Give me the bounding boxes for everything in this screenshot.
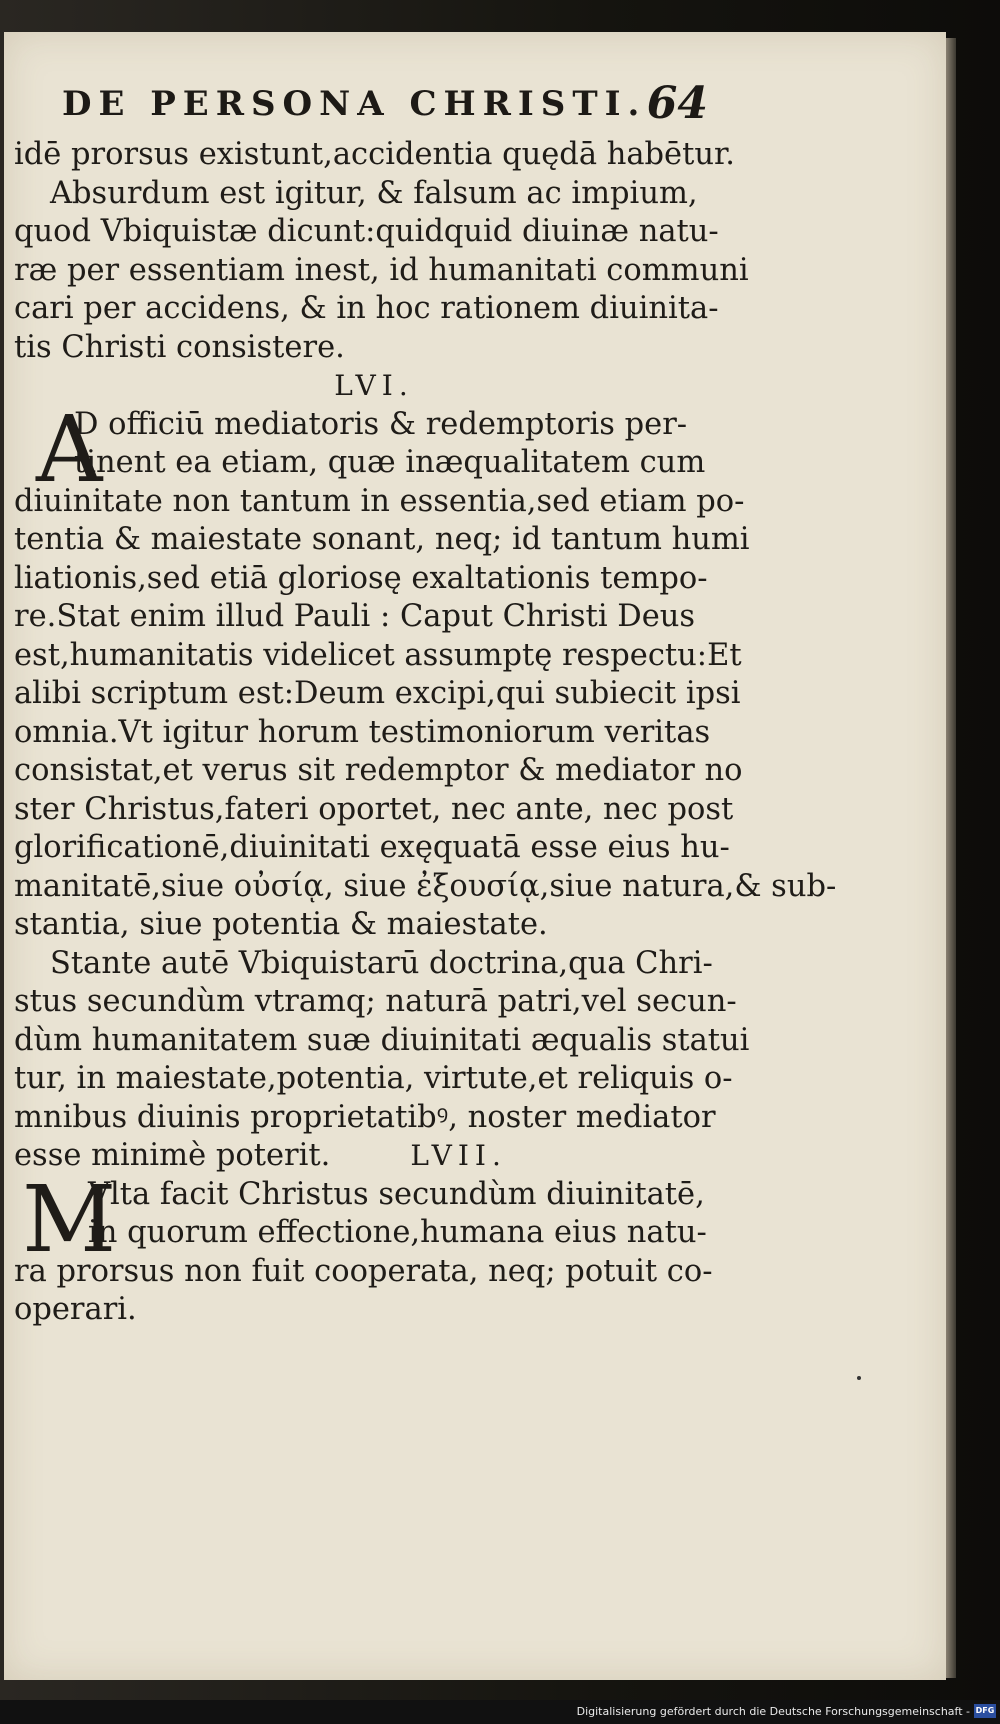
text-line: Stante autē Vbiquistarū doctrina,qua Chri- — [50, 945, 713, 981]
dfg-logo: DFG — [974, 1704, 996, 1718]
text-line-with-heading — [14, 1137, 694, 1176]
drop-capital: M — [22, 1165, 117, 1273]
text-line: cari per accidens, & in hoc rationem diuinita- — [14, 291, 719, 326]
drop-capital: A — [36, 395, 103, 503]
running-title: DE PERSONA CHRISTI. — [62, 84, 647, 124]
text-line: alibi scriptum est:Deum excipi,qui subiecit ipsi — [14, 676, 741, 711]
text-line: mnibus diuinis proprietatibꝰ, noster mediator — [14, 1099, 716, 1135]
page-edge — [946, 38, 956, 1678]
section-number: LVII. — [410, 1139, 507, 1172]
page-header — [62, 78, 708, 130]
text-line: tur, in maiestate,potentia, virtute,et reliquis o- — [14, 1061, 733, 1096]
text-line: manitatē,siue οὐσίᾳ, siue ἐξουσίᾳ,siue natura,& sub- — [14, 868, 837, 904]
text-line: D officiū mediatoris & redemptoris per- — [74, 406, 688, 442]
text-line: re.Stat enim illud Pauli : Caput Christi Deus — [14, 599, 696, 634]
text-line: stantia, siue potentia & maiestate. — [14, 907, 548, 942]
text-fragment: esse minimè poterit. — [14, 1138, 331, 1173]
text-line: operari. — [14, 1292, 137, 1327]
text-line: tis Christi consistere. — [14, 329, 345, 365]
text-line: liationis,sed etiā gloriosę exaltationis tempo- — [14, 560, 708, 596]
text-line: glorificationē,diuinitati exęquatā esse eius hu- — [14, 830, 730, 865]
text-line: ræ per essentiam inest, id humanitati communi — [14, 252, 749, 288]
footer-bar — [0, 1700, 1000, 1724]
text-line: ster Christus,fateri oportet, nec ante, nec post — [14, 791, 734, 827]
folio-number: 64 — [646, 78, 708, 129]
section-number: LVI. — [334, 369, 414, 402]
text-line: idē prorsus existunt,accidentia quędā habētur. — [14, 137, 735, 172]
text-line: in quorum effectione,humana eius natu- — [88, 1215, 707, 1250]
text-line: quod Vbiquistæ dicunt:quidquid diuinæ natu- — [14, 214, 719, 249]
text-line: consistat,et verus sit redemptor & mediator no — [14, 753, 743, 788]
text-line: tinent ea etiam, quæ inæqualitatem cum — [74, 445, 706, 480]
body-text — [14, 136, 837, 1330]
text-line: est,humanitatis videlicet assumptę respectu:Et — [14, 637, 742, 673]
text-line: ra prorsus non fuit cooperata, neq; potuit co- — [14, 1253, 713, 1289]
text-line: stus secundùm vtramq; naturā patri,vel secun- — [14, 984, 737, 1019]
footer-credit: Digitalisierung gefördert durch die Deutsche Forschungsgemeinschaft - — [576, 1705, 970, 1718]
text-line: dùm humanitatem suæ diuinitati æqualis statui — [14, 1022, 750, 1058]
text-line: omnia.Vt igitur horum testimoniorum veritas — [14, 714, 711, 750]
text-line: diuinitate non tantum in essentia,sed etiam po- — [14, 483, 745, 519]
text-line: tentia & maiestate sonant, neq; id tantum humi — [14, 522, 750, 557]
ink-speck — [857, 1376, 861, 1380]
text-line: Absurdum est igitur, & falsum ac impium, — [50, 175, 698, 211]
text-line: Vlta facit Christus secundùm diuinitatē, — [88, 1176, 705, 1212]
